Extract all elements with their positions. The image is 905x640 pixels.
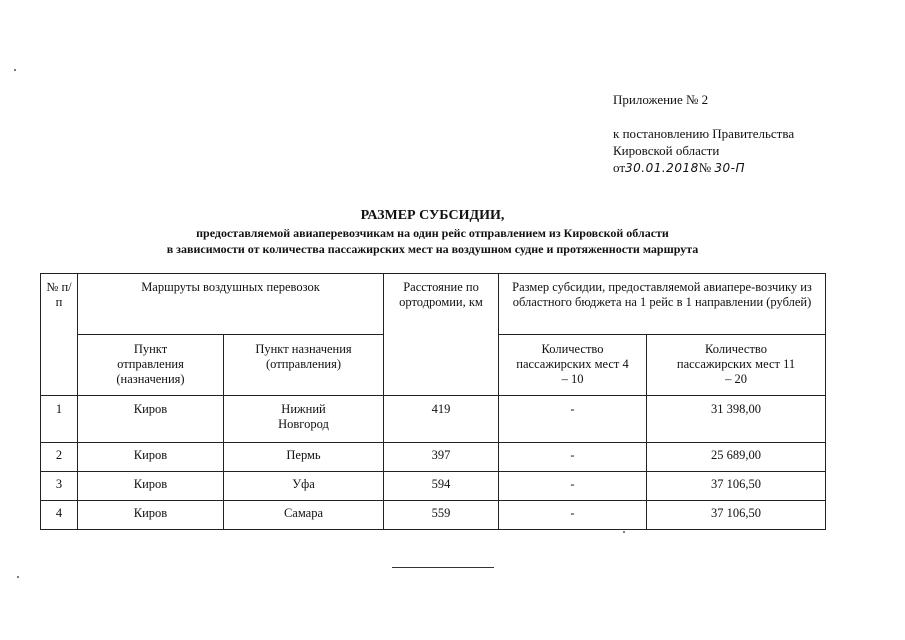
header-num: № п/п (41, 274, 78, 396)
table-row (41, 396, 826, 443)
row-to: Нижний Новгород (224, 396, 384, 443)
table-row (41, 443, 826, 472)
header-arrival: Пункт назначения (отправления) (224, 335, 384, 396)
row-from: Киров (78, 443, 224, 472)
row-to: Уфа (224, 472, 384, 501)
subsidy-table (40, 273, 826, 530)
appendix-block (613, 91, 794, 177)
title-line-1: РАЗМЕР СУБСИДИИ, (360, 208, 505, 223)
closing-rule (392, 567, 494, 568)
header-departure: Пункт отправления (назначения) (78, 335, 224, 396)
row-distance: 397 (384, 443, 499, 472)
header-distance: Расстояние по ортодромии, км (384, 274, 499, 396)
appendix-line-1: к постановлению Правительства (613, 126, 795, 141)
row-distance: 559 (384, 501, 499, 530)
row-seats-large: 37 106,50 (647, 501, 826, 530)
header-subsidy: Размер субсидии, предоставляемой авиапере-возчику из областного бюджета на 1 рейс в 1 направлении (рублей) (499, 274, 826, 335)
row-num: 1 (41, 396, 78, 443)
row-seats-small: - (499, 472, 647, 501)
row-distance: 594 (384, 472, 499, 501)
scan-speck (14, 69, 16, 71)
table-row (41, 472, 826, 501)
handwritten-date: 30.01.2018 (625, 161, 699, 175)
appendix-line-2: Кировской области (613, 143, 720, 158)
row-seats-small: - (499, 501, 647, 530)
appendix-date-line (613, 159, 794, 177)
header-routes: Маршруты воздушных перевозок (78, 274, 384, 335)
row-num: 3 (41, 472, 78, 501)
row-from: Киров (78, 501, 224, 530)
title-line-3: в зависимости от количества пассажирских мест на воздушном судне и протяженности маршрута (166, 242, 699, 256)
row-to: Самара (224, 501, 384, 530)
row-distance: 419 (384, 396, 499, 443)
scan-speck (623, 531, 625, 533)
row-seats-small: - (499, 443, 647, 472)
document-title (40, 207, 825, 257)
row-seats-large: 31 398,00 (647, 396, 826, 443)
row-from: Киров (78, 396, 224, 443)
row-to: Пермь (224, 443, 384, 472)
row-num: 2 (41, 443, 78, 472)
row-seats-small: - (499, 396, 647, 443)
header-seats-large: Количество пассажирских мест 11 – 20 (647, 335, 826, 396)
title-line-2: предоставляемой авиаперевозчикам на один рейс отправлением из Кировской области (196, 226, 669, 240)
table-row (41, 501, 826, 530)
row-seats-large: 25 689,00 (647, 443, 826, 472)
date-prefix: от (613, 160, 626, 175)
row-num: 4 (41, 501, 78, 530)
number-sign: № (698, 160, 712, 175)
row-from: Киров (78, 472, 224, 501)
row-seats-large: 37 106,50 (647, 472, 826, 501)
appendix-number: Приложение № 2 (613, 92, 709, 107)
scan-speck (17, 576, 19, 578)
header-seats-small: Количество пассажирских мест 4 – 10 (499, 335, 647, 396)
handwritten-number: 30-П (714, 161, 746, 175)
